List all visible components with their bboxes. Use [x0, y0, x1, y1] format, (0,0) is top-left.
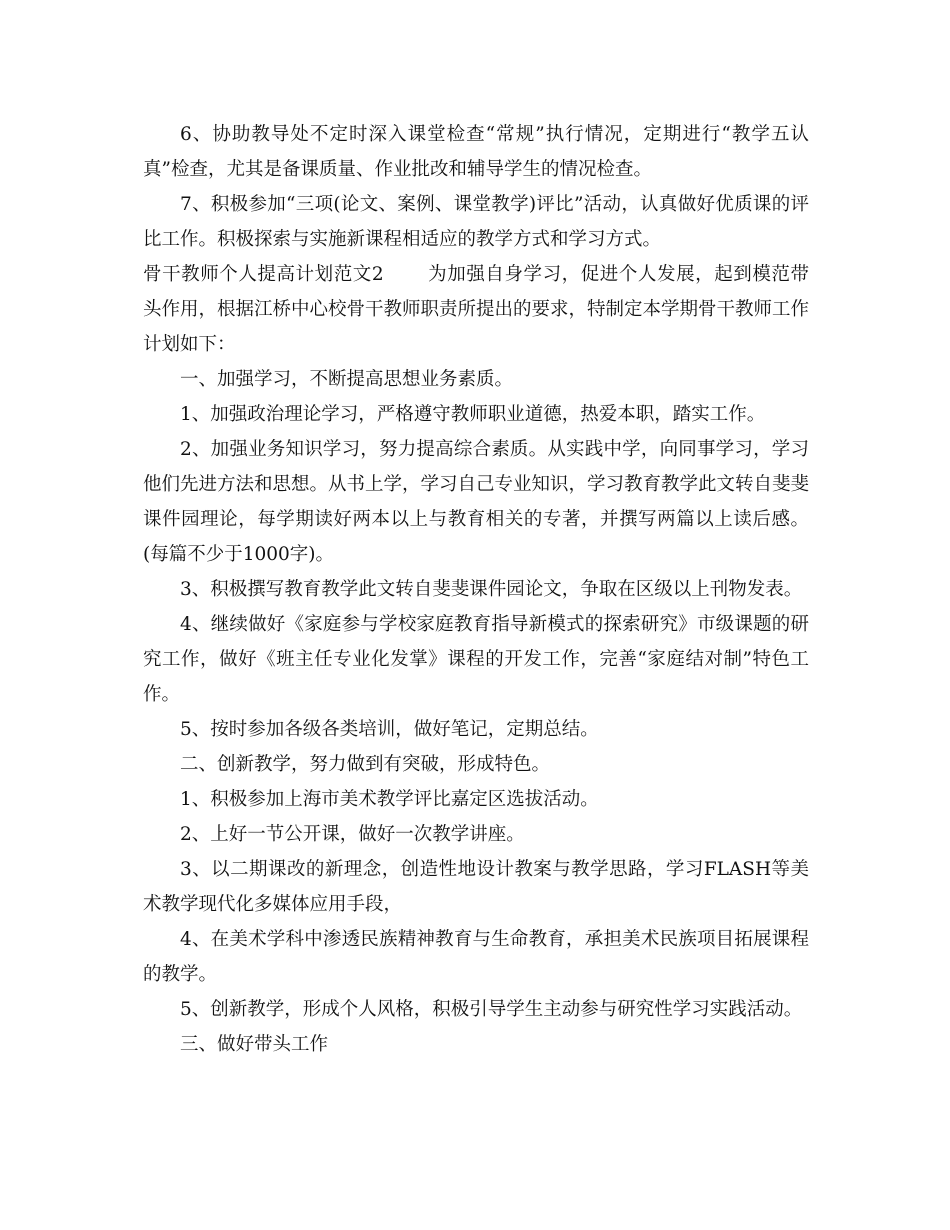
paragraph: 2、加强业务知识学习，努力提高综合素质。从实践中学，向同事学习，学习他们先进方法和思想。从书上学，学习自己专业知识，学习教育教学此文转自斐斐课件园理论，每学期读好两本以上与教育相关的专著，并撰写两篇以上读后感。(每篇不少于1000字)。 — [143, 439, 810, 565]
paragraph: 6、协助教导处不定时深入课堂检查“常规”执行情况，定期进行“教学五认真”检查，尤其是备课质量、作业批改和辅导学生的情况检查。 — [143, 124, 809, 180]
paragraph: 4、继续做好《家庭参与学校家庭教育指导新模式的探索研究》市级课题的研究工作，做好《班主任专业化发掌》课程的开发工作，完善“家庭结对制”特色工作。 — [143, 614, 809, 705]
paragraph: 1、加强政治理论学习，严格遵守教师职业道德，热爱本职，踏实工作。 — [180, 404, 766, 425]
paragraph: 5、按时参加各级各类培训，做好笔记，定期总结。 — [180, 719, 599, 740]
paragraph-text: 为加强自身学习，促进个人发展，起到模范带头作用，根据江桥中心校骨干教师职责所提出的要求，特制定本学期骨干教师工作计划如下： — [143, 264, 810, 355]
paragraph: 3、积极撰写教育教学此文转自斐斐课件园论文，争取在区级以上刊物发表。 — [180, 579, 803, 600]
paragraph: 1、积极参加上海市美术教学评比嘉定区选拔活动。 — [180, 789, 599, 810]
section-heading: 骨干教师个人提高计划范文2 — [143, 264, 384, 285]
paragraph: 3、以二期课改的新理念，创造性地设计教案与教学思路，学习FLASH等美术教学现代化多媒体应用手段， — [143, 859, 809, 915]
paragraph: 2、上好一节公开课，做好一次教学讲座。 — [180, 824, 525, 845]
paragraph: 三、做好带头工作 — [180, 1034, 329, 1055]
paragraph-with-heading — [143, 257, 809, 362]
paragraph: 7、积极参加“三项(论文、案例、课堂教学)评比”活动，认真做好优质课的评比工作。积极探索与实施新课程相适应的教学方式和学习方式。 — [143, 194, 809, 250]
document-body — [143, 117, 809, 1062]
paragraph: 二、创新教学，努力做到有突破，形成特色。 — [180, 754, 551, 775]
paragraph: 一、加强学习，不断提高思想业务素质。 — [180, 369, 514, 390]
paragraph: 5、创新教学，形成个人风格，积极引导学生主动参与研究性学习实践活动。 — [180, 999, 803, 1020]
paragraph: 4、在美术学科中渗透民族精神教育与生命教育，承担美术民族项目拓展课程的教学。 — [143, 929, 809, 985]
